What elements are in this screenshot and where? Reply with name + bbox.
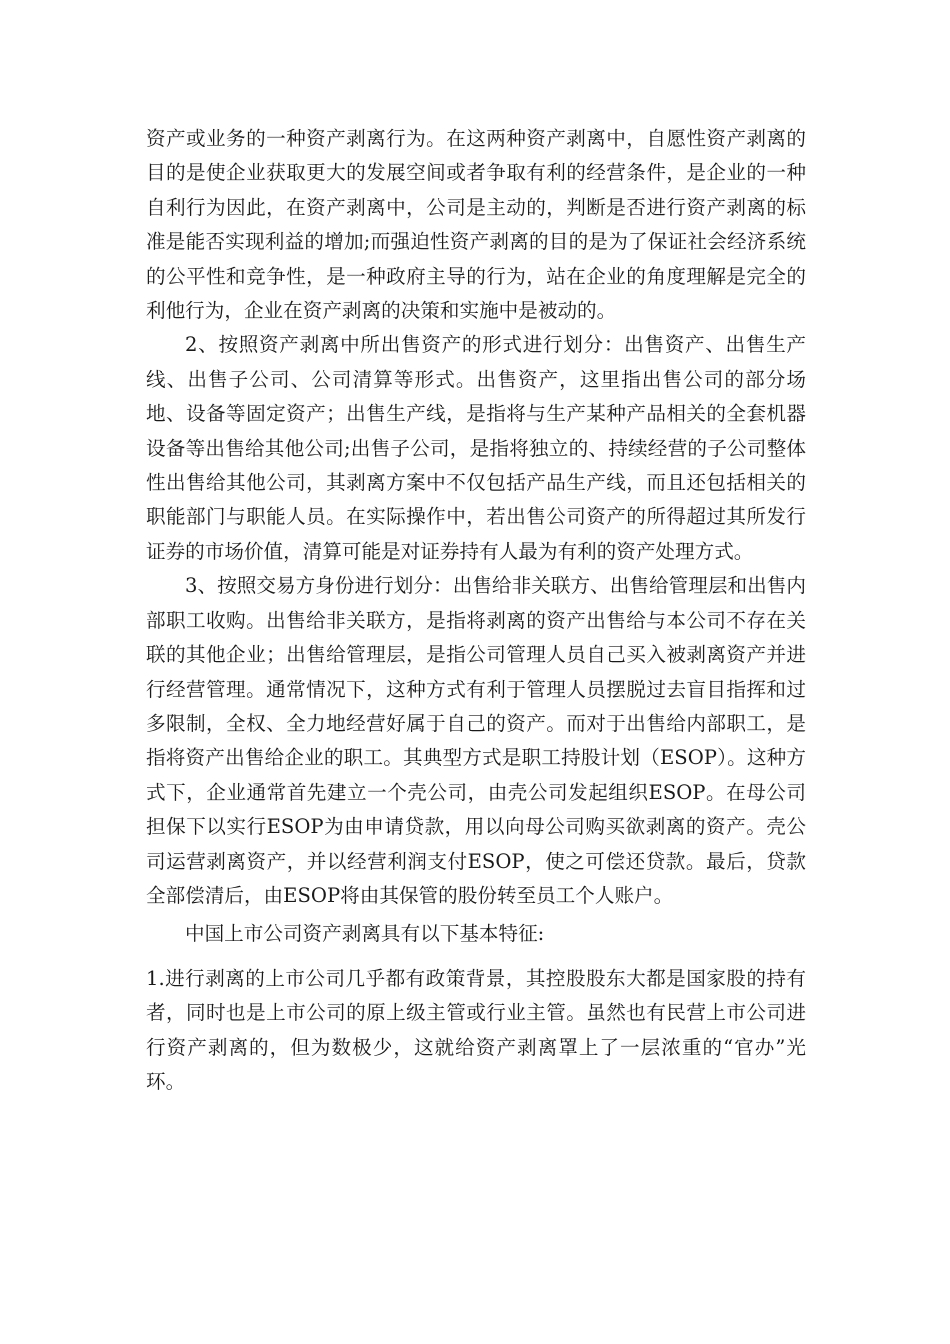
paragraph-features-intro: 中国上市公司资产剥离具有以下基本特征: xyxy=(185,922,545,946)
paragraph-divestiture-by-asset-form: 2、按照资产剥离中所出售资产的形式进行划分：出售资产、出售生产线、出售子公司、公司清算等形式。出售资产，这里指出售公司的部分场地、设备等固定资产；出售生产线，是指将与生产某种产品相关的全套机器设备等出售给其他公司;出售子公司，是指将独立的、持续经营的子公司整体性出售给其他公司，其剥离方案中不仅包括产品生产线，而且还包括相关的职能部门与职能人员。在实际操作中，若出售公司资产的所得超过其所发行证券的市场价值，清算可能是对证券持有人最为有利的资产处理方式。 xyxy=(146,333,806,563)
paragraph-continuation: 资产或业务的一种资产剥离行为。在这两种资产剥离中，自愿性资产剥离的目的是使企业获取更大的发展空间或者争取有利的经营条件，是企业的一种自利行为因此，在资产剥离中，公司是主动的，判断是否进行资产剥离的标准是能否实现利益的增加;而强迫性资产剥离的目的是为了保证社会经济系统的公平性和竞争性，是一种政府主导的行为，站在企业的角度理解是完全的利他行为，企业在资产剥离的决策和实施中是被动的。 xyxy=(146,127,806,323)
paragraph-feature-1: 1.进行剥离的上市公司几乎都有政策背景，其控股股东大都是国家股的持有者，同时也是上市公司的原上级主管或行业主管。虽然也有民营上市公司进行资产剥离的，但为数极少，这就给资产剥离罩上了一层浓重的“官办”光环。 xyxy=(146,966,806,1093)
paragraph-divestiture-by-buyer-identity: 3、按照交易方身份进行划分：出售给非关联方、出售给管理层和出售内部职工收购。出售给非关联方，是指将剥离的资产出售给与本公司不存在关联的其他企业；出售给管理层，是指公司管理人员自己买入被剥离资产并进行经营管理。通常情况下，这种方式有利于管理人员摆脱过去盲目指挥和过多限制，全权、全力地经营好属于自己的资产。而对于出售给内部职工，是指将资产出售给企业的职工。其典型方式是职工持股计划（ESOP）。这种方式下，企业通常首先建立一个壳公司，由壳公司发起组织ESOP。在母公司担保下以实行ESOP为由申请贷款，用以向母公司购买欲剥离的资产。壳公司运营剥离资产，并以经营利润支付ESOP，使之可偿还贷款。最后，贷款全部偿清后，由ESOP将由其保管的股份转至员工个人账户。 xyxy=(146,574,806,907)
document-page xyxy=(146,122,806,1099)
